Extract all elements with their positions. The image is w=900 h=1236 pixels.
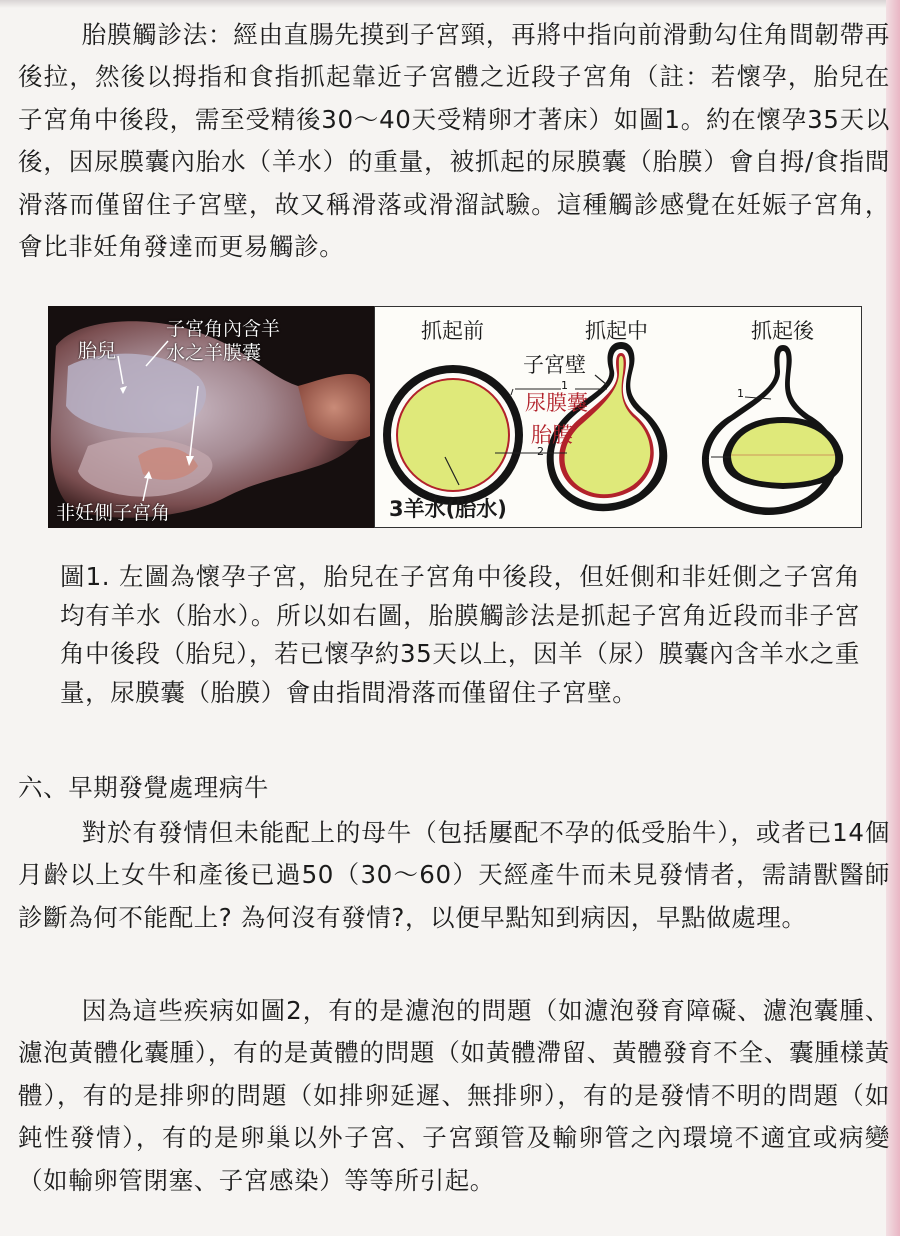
label-amnion-line1: 子宮角內含羊	[166, 318, 281, 340]
label-amnion-line2: 水之羊膜囊	[166, 342, 262, 364]
label-after: 抓起後	[751, 319, 814, 343]
paragraph-membrane-palpation: 胎膜觸診法：經由直腸先摸到子宮頸，再將中指向前滑動勾住角間韌帶再後拉，然後以拇指和食指抓起靠近子宮體之近段子宮角（註：若懷孕，胎兒在子宮角中後段，需至受精後30～40天受精卵才著床）如圖1。約在懷孕35天以後，因尿膜囊內胎水（羊水）的重量，被抓起的尿膜囊（胎膜）會自拇/食指間滑落而僅留住子宮壁，故又稱滑落或滑溜試驗。這種觸診感覺在妊娠子宮角，會比非妊角發達而更易觸診。	[18, 20, 890, 262]
paragraph-early-detection: 對於有發情但未能配上的母牛（包括屢配不孕的低受胎牛），或者已14個月齡以上女牛和產後已過50（30～60）天經產牛而未見發情者，需請獸醫師診斷為何不能配上? 為何沒有發情?，以便早點知到病因，早點做處理。	[18, 818, 890, 932]
paragraph-disease-causes: 因為這些疾病如圖2，有的是濾泡的問題（如濾泡發育障礙、濾泡囊腫、濾泡黃體化囊腫），有的是黃體的問題（如黃體滯留、黃體發育不全、囊腫樣黃體），有的是排卵的問題（如排卵延遲、無排卵），有的是發情不明的問題（如鈍性發情），有的是卵巢以外子宮、子宮頸管及輸卵管之內環境不適宜或病變（如輸卵管閉塞、子宮感染）等等所引起。	[18, 996, 890, 1195]
marker-2-after: 2	[703, 449, 710, 462]
figure-1-caption: 圖1. 左圖為懷孕子宮，胎兒在子宮角中後段，但妊側和非妊側之子宮角均有羊水（胎水）。所以如右圖，胎膜觸診法是抓起子宮角近段而非子宮角中後段（胎兒），若已懷孕約35天以上，因羊（尿）膜囊內含羊水之重量，尿膜囊（胎膜）會由指間滑落而僅留住子宮壁。	[60, 562, 860, 707]
uterus-photo	[48, 306, 374, 528]
marker-1-during: 1	[561, 379, 568, 392]
marker-1-after: 1	[737, 387, 744, 400]
figure-1	[48, 306, 862, 528]
marker-2-during: 2	[537, 445, 544, 458]
page-top-strip	[0, 0, 900, 8]
label-during: 抓起中	[585, 319, 648, 343]
palpation-diagram	[374, 306, 862, 528]
label-uterine-wall: 子宮壁	[523, 353, 586, 377]
label-allantois: 尿膜囊	[525, 391, 588, 415]
label-before: 抓起前	[421, 319, 484, 343]
label-fetus: 胎兒	[78, 340, 117, 362]
label-membrane: 胎膜	[531, 423, 573, 447]
label-amniotic-fluid: 3羊水(胎水)	[389, 497, 507, 521]
label-non-pregnant-horn: 非妊側子宮角	[56, 502, 171, 524]
section-heading: 六、早期發覺處理病牛	[18, 773, 269, 802]
